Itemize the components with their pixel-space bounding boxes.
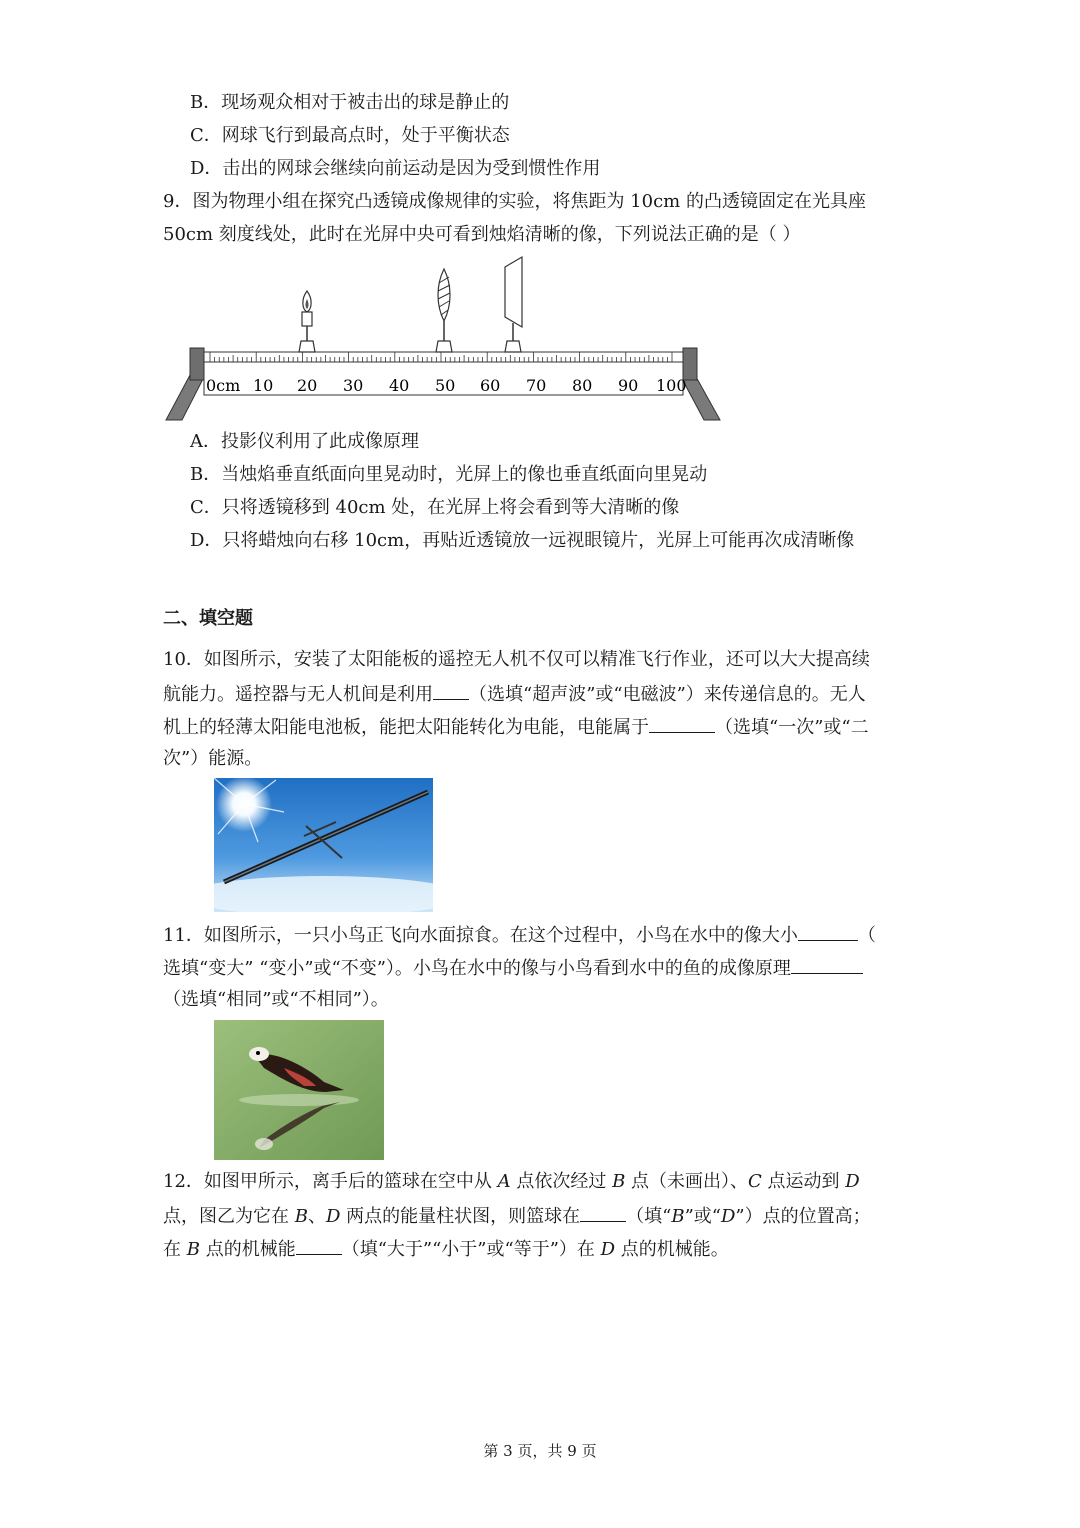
ruler-label-60: 60	[480, 376, 501, 395]
q12-line1-seg4: 点运动到	[761, 1171, 846, 1192]
q12-line2-seg6: ”）点的位置高；	[735, 1206, 871, 1227]
ruler-label-100: 100	[656, 376, 687, 395]
page-footer: 第 3 页，共 9 页	[483, 1442, 597, 1460]
ruler-label-80: 80	[572, 376, 593, 395]
q12-var-b: B	[612, 1171, 626, 1192]
q10-blank-1[interactable]	[433, 681, 469, 700]
bench-left-leg	[166, 375, 205, 420]
q12-line3-seg2: 点的机械能	[199, 1239, 296, 1260]
ruler-label-50: 50	[435, 376, 456, 395]
q11-line2-text-a: 选填“变大” “变小”或“不变”）。小鸟在水中的像与小鸟看到水中的鱼的成像原理	[163, 958, 791, 979]
ruler-label-70: 70	[526, 376, 547, 395]
q10-line3	[163, 714, 869, 740]
q10-line3-text-b: （选填“一次”或“二	[715, 717, 869, 738]
q12-var-d-3: D	[720, 1206, 736, 1227]
q9-stem-line2: 50cm 刻度线处，此时在光屏中央可看到烛焰清晰的像，下列说法正确的是（ ）	[163, 224, 801, 245]
light-screen	[505, 257, 522, 352]
q12-line1	[163, 1170, 860, 1194]
q8-option-c: C．网球飞行到最高点时，处于平衡状态	[190, 125, 510, 146]
bird-over-water-photo	[214, 1020, 384, 1160]
q12-var-d: D	[845, 1171, 860, 1192]
q11-line2	[163, 955, 863, 981]
ruler-label-40: 40	[389, 376, 410, 395]
q9-stem-line1: 9．图为物理小组在探究凸透镜成像规律的实验，将焦距为 10cm 的凸透镜固定在光具座	[163, 191, 866, 212]
ruler-label-0: 0cm	[206, 376, 241, 395]
q11-line1-text-b: （	[857, 925, 876, 946]
q12-line3-seg3: （填“大于”“小于”或“等于”）在	[341, 1239, 601, 1260]
q9-option-d: D．只将蜡烛向右移 10cm，再贴近透镜放一远视眼镜片，光屏上可能再次成清晰像	[190, 530, 855, 551]
q10-line1: 10．如图所示，安装了太阳能板的遥控无人机不仅可以精准飞行作业，还可以大大提高续	[163, 649, 870, 670]
q10-line4: 次”）能源。	[163, 748, 263, 769]
q12-line1-seg3: 点（未画出）、	[625, 1171, 749, 1192]
q12-var-d-2: D	[325, 1206, 341, 1227]
convex-lens	[436, 269, 452, 352]
q12-line2	[163, 1203, 871, 1229]
q9-option-c: C．只将透镜移到 40cm 处，在光屏上将会看到等大清晰的像	[190, 497, 680, 518]
bench-left-post	[190, 348, 204, 380]
q12-line3	[163, 1236, 729, 1262]
q12-line2-seg2: 、	[307, 1206, 326, 1227]
q10-blank-2[interactable]	[649, 714, 715, 733]
q11-blank-2[interactable]	[791, 955, 863, 974]
q12-var-b-3: B	[671, 1206, 685, 1227]
q11-line1	[163, 922, 876, 948]
ruler-label-90: 90	[618, 376, 639, 395]
q9-option-a: A．投影仪利用了此成像原理	[190, 431, 419, 452]
solar-drone-photo	[214, 778, 433, 912]
q12-blank-2[interactable]	[296, 1236, 342, 1255]
ruler-label-20: 20	[297, 376, 318, 395]
q10-line2	[163, 681, 866, 707]
q12-line1-seg2: 点依次经过	[510, 1171, 613, 1192]
q12-line2-seg1: 点，图乙为它在	[163, 1206, 295, 1227]
q12-var-b-2: B	[294, 1206, 308, 1227]
q10-line3-text-a: 机上的轻薄太阳能电池板，能把太阳能转化为电能，电能属于	[163, 717, 649, 738]
q12-line2-seg4: （填“	[626, 1206, 672, 1227]
q9-option-b: B．当烛焰垂直纸面向里晃动时，光屏上的像也垂直纸面向里晃动	[190, 464, 708, 485]
q12-blank-1[interactable]	[580, 1203, 626, 1222]
q11-line1-text-a: 11．如图所示，一只小鸟正飞向水面掠食。在这个过程中，小鸟在水中的像大小	[163, 925, 798, 946]
q11-line3: （选填“相同”或“不相同”）。	[163, 989, 389, 1010]
q8-option-b: B．现场观众相对于被击出的球是静止的	[190, 92, 510, 113]
ruler-label-30: 30	[343, 376, 364, 395]
q12-var-b-4: B	[186, 1239, 200, 1260]
q12-var-a: A	[497, 1171, 511, 1192]
q12-var-d-4: D	[600, 1239, 616, 1260]
optical-bench-figure	[160, 255, 730, 430]
q12-line3-seg4: 点的机械能。	[615, 1239, 729, 1260]
q12-line2-seg5: ”或“	[684, 1206, 721, 1227]
q12-line2-seg3: 两点的能量柱状图，则篮球在	[340, 1206, 581, 1227]
q10-line2-text-a: 航能力。遥控器与无人机间是利用	[163, 684, 433, 705]
section-title-fill-in: 二、填空题	[163, 608, 253, 629]
q12-line3-seg1: 在	[163, 1239, 187, 1260]
candle	[299, 291, 315, 352]
q12-line1-seg1: 12．如图甲所示，离手后的篮球在空中从	[163, 1171, 498, 1192]
bench-rail	[204, 352, 683, 362]
q8-option-d: D．击出的网球会继续向前运动是因为受到惯性作用	[190, 158, 601, 179]
q12-var-c: C	[748, 1171, 762, 1192]
ruler-label-10: 10	[253, 376, 274, 395]
q10-line2-text-b: （选填“超声波”或“电磁波”）来传递信息的。无人	[469, 684, 866, 705]
q11-blank-1[interactable]	[798, 922, 858, 941]
